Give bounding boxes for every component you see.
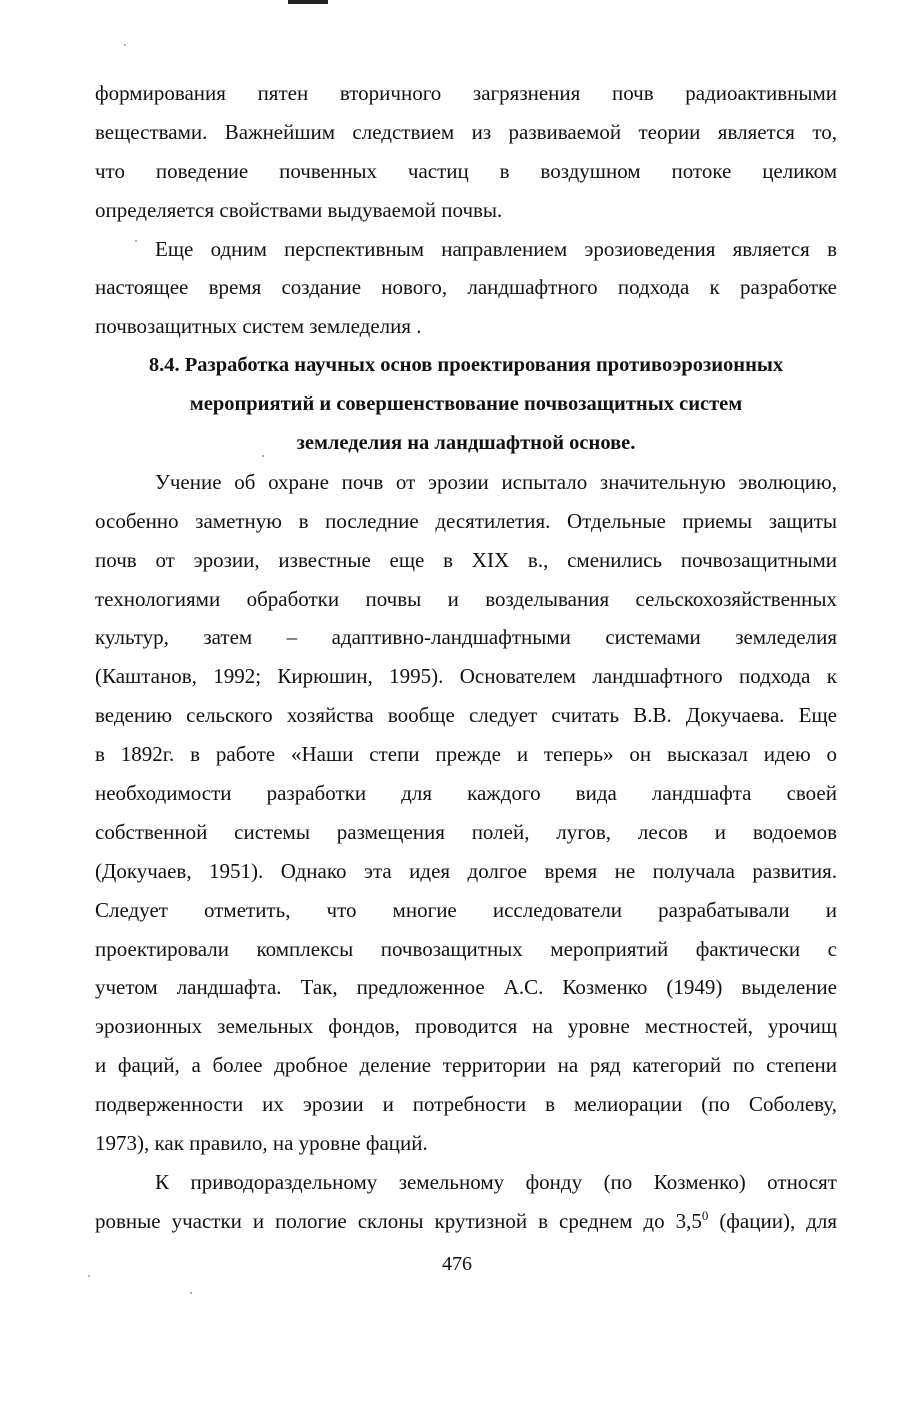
text-line: (Докучаев, 1951). Однако эта идея долгое время не получала развития. (95, 858, 837, 883)
text-line: технологиями обработки почвы и возделывания сельскохозяйственных (95, 586, 837, 611)
text-line: К приводораздельному земельному фонду (по Козменко) относят (155, 1169, 837, 1194)
text-line: эрозионных земельных фондов, проводится на уровне местностей, урочищ (95, 1014, 837, 1039)
scan-speck (88, 1275, 90, 1277)
page-number: 476 (442, 1253, 472, 1275)
text-line: формирования пятен вторичного загрязнения почв радиоактивными (95, 81, 837, 105)
heading-line: мероприятий и совершенствование почвозащитных систем (189, 393, 743, 416)
paragraph-4 (95, 1163, 837, 1241)
text-line: ведению сельского хозяйства вообще следует считать В.В. Докучаева. Еще (95, 703, 837, 728)
text-line: 1973), как правило, на уровне фаций. (95, 1131, 428, 1156)
heading-line: земледелия на ландшафтной основе. (296, 432, 636, 455)
paragraph-1 (95, 74, 837, 230)
heading-line: 8.4. Разработка научных основ проектирования противоэрозионных (148, 354, 784, 377)
text-line: культур, затем – адаптивно-ландшафтными системами земледелия (95, 625, 837, 650)
text-line: настоящее время создание нового, ландшафтного подхода к разработке (95, 275, 837, 300)
text-fragment: ровные участки и пологие склоны крутизной в среднем до 3,5 (95, 1208, 702, 1233)
text-line: в 1892г. в работе «Наши степи прежде и теперь» он высказал идею о (95, 742, 837, 767)
text-fragment: (фации), для (708, 1208, 837, 1233)
text-line: почвозащитных систем земледелия . (95, 314, 422, 339)
text-line: веществами. Важнейшим следствием из развиваемой теории является то, (95, 119, 837, 144)
text-line: учетом ландшафта. Так, предложенное А.С. Козменко (1949) выделение (95, 975, 837, 1000)
text-line: определяется свойствами выдуваемой почвы. (95, 197, 503, 222)
text-line: и фаций, а более дробное деление территории на ряд категорий по степени (95, 1053, 837, 1078)
paragraph-3 (95, 463, 837, 1163)
section-heading (95, 346, 837, 463)
text-line: проектировали комплексы почвозащитных мероприятий фактически с (95, 936, 837, 961)
text-line: подверженности их эрозии и потребности в мелиорации (по Соболеву, (95, 1092, 837, 1117)
text-line: необходимости разработки для каждого вида ландшафта своей (95, 781, 837, 806)
scan-speck (262, 455, 264, 457)
paragraph-2 (95, 230, 837, 347)
scan-speck (190, 1292, 192, 1294)
text-line: (Каштанов, 1992; Кирюшин, 1995). Основателем ландшафтного подхода к (95, 664, 837, 689)
text-line: Следует отметить, что многие исследователи разрабатывали и (95, 897, 837, 922)
scan-speck (135, 240, 137, 242)
text-line: почв от эрозии, известные еще в XIX в., сменились почвозащитными (95, 547, 837, 572)
document-page (95, 74, 837, 1241)
text-line: что поведение почвенных частиц в воздушном потоке целиком (95, 158, 837, 183)
text-line: Учение об охране почв от эрозии испытало значительную эволюцию, (155, 469, 837, 494)
degree-superscript: 0 (701, 1207, 709, 1223)
scan-speck (124, 44, 126, 46)
scan-artifact-mark (288, 0, 328, 4)
text-line: Еще одним перспективным направлением эрозиоведения является в (155, 236, 837, 261)
text-line: особенно заметную в последние десятилетия. Отдельные приемы защиты (95, 508, 837, 533)
text-line: собственной системы размещения полей, лугов, лесов и водоемов (95, 819, 837, 844)
text-line-with-superscript (95, 1202, 837, 1241)
